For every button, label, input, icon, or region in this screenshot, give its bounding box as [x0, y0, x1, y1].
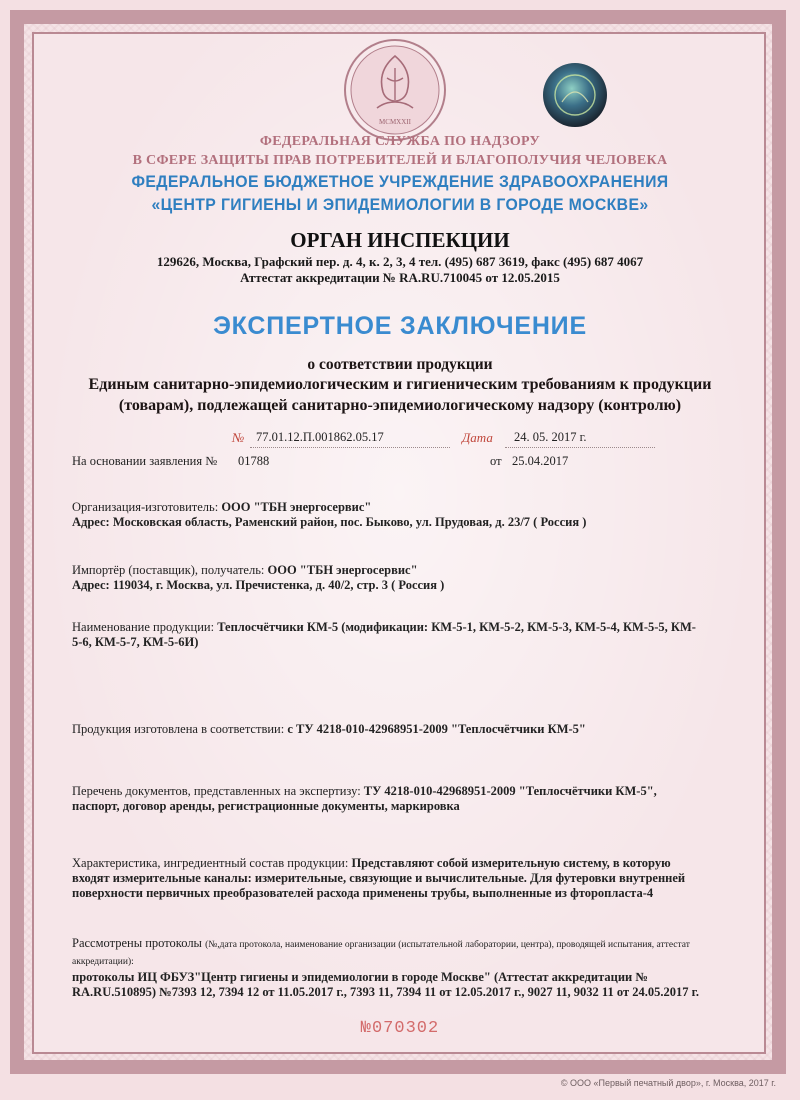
standard-block — [72, 722, 742, 737]
date-label: Дата — [462, 430, 493, 445]
conclusion-number: 77.01.12.П.001862.05.17 — [256, 430, 384, 444]
accreditation-line: Аттестат аккредитации № RA.RU.710045 от 12.05.2015 — [240, 270, 560, 285]
manufacturer-address: Адрес: Московская область, Раменский район, пос. Быково, ул. Прудовая, д. 23/7 ( Россия ) — [72, 515, 587, 529]
standard-label: Продукция изготовлена в соответствии: — [72, 722, 285, 736]
importer-label: Импортёр (поставщик), получатель: — [72, 563, 265, 577]
standard-value: с ТУ 4218-010-42968951-2009 "Теплосчётчики КМ-5" — [287, 722, 586, 736]
protocols-value-line2: RA.RU.510895) №7393 12, 7394 12 от 11.05.2017 г., 7393 11, 7394 11 от 12.05.2017 г., 9027 11, 9032 11 от 24.05.2017 г. — [72, 985, 699, 999]
seal-text: MCMXXII — [379, 118, 411, 126]
date-underline — [505, 447, 655, 448]
document-subtitle-line2: Единым санитарно-эпидемиологическим и гигиеническим требованиям к продукции — [88, 376, 712, 393]
conclusion-date: 24. 05. 2017 г. — [514, 430, 587, 444]
protocols-block — [72, 936, 752, 1000]
inspection-body-address: 129626, Москва, Графский пер. д. 4, к. 2, 3, 4 тел. (495) 687 3619, факс (495) 687 4067 — [156, 254, 644, 269]
printer-copyright: © ООО «Первый печатный двор», г. Москва, 2017 г. — [560, 1078, 776, 1088]
number-underline — [250, 447, 450, 448]
agency-name-line2: В СФЕРЕ ЗАЩИТЫ ПРАВ ПОТРЕБИТЕЛЕЙ И БЛАГОПОЛУЧИЯ ЧЕЛОВЕКА — [132, 153, 668, 168]
product-label: Наименование продукции: — [72, 620, 215, 634]
protocols-value-line1: протоколы ИЦ ФБУЗ"Центр гигиены и эпидемиологии в городе Москве" (Аттестат аккредитации № — [72, 970, 648, 984]
characteristics-value-line1: Представляют собой измерительную систему, в которую — [351, 856, 671, 870]
number-label: № — [232, 430, 245, 445]
institution-name-line2: «ЦЕНТР ГИГИЕНЫ И ЭПИДЕМИОЛОГИИ В ГОРОДЕ МОСКВЕ» — [151, 195, 649, 214]
inspection-body-heading: ОРГАН ИНСПЕКЦИИ — [290, 228, 510, 252]
importer-address: Адрес: 119034, г. Москва, ул. Пречистенка, д. 40/2, стр. 3 ( Россия ) — [72, 578, 445, 592]
product-name-line1: Теплосчётчики КМ-5 (модификации: КМ-5-1, КМ-5-2, КМ-5-3, КМ-5-4, КМ-5-5, КМ- — [217, 620, 696, 634]
application-date: 25.04.2017 — [512, 454, 569, 468]
manufacturer-label: Организация-изготовитель: — [72, 500, 219, 514]
characteristics-value-line2: входят измерительные каналы: измерительные, связующие и вычислительные. Для футеровки внутренней — [72, 871, 686, 885]
manufacturer-name: ООО "ТБН энергосервис" — [221, 500, 372, 514]
application-date-label: от — [490, 454, 502, 468]
manufacturer-block — [72, 500, 742, 530]
importer-name: ООО "ТБН энергосервис" — [267, 563, 418, 577]
characteristics-value-line3: поверхности первичных преобразователей расхода применены трубы, выполненные из фторопласта-4 — [72, 886, 654, 900]
documents-value-line1: ТУ 4218-010-42968951-2009 "Теплосчётчики КМ-5", — [363, 784, 657, 798]
document-title: ЭКСПЕРТНОЕ ЗАКЛЮЧЕНИЕ — [213, 312, 587, 340]
documents-label: Перечень документов, представленных на экспертизу: — [72, 784, 361, 798]
protocols-hint: (№,дата протокола, наименование организации (испытательной лаборатории, центра), проводящей испытания, аттестат аккредитации): — [72, 940, 690, 967]
institution-name-line1: ФЕДЕРАЛЬНОЕ БЮДЖЕТНОЕ УЧРЕЖДЕНИЕ ЗДРАВООХРАНЕНИЯ — [131, 172, 669, 191]
emblem-seal-icon — [343, 38, 447, 142]
documents-value-line2: паспорт, договор аренды, регистрационные документы, маркировка — [72, 799, 460, 813]
blank-serial-number: №070302 — [360, 1019, 440, 1038]
agency-name-line1: ФЕДЕРАЛЬНАЯ СЛУЖБА ПО НАДЗОРУ — [259, 134, 541, 149]
characteristics-block — [72, 856, 742, 901]
document-subtitle-line1: о соответствии продукции — [307, 356, 493, 373]
application-label: На основании заявления № — [72, 454, 218, 468]
product-block — [72, 620, 742, 650]
protocols-label: Рассмотрены протоколы — [72, 936, 202, 950]
documents-block — [72, 784, 742, 814]
application-number: 01788 — [238, 454, 270, 468]
hologram-sticker-icon — [542, 62, 608, 128]
importer-block — [72, 563, 742, 593]
document-subtitle-line3: (товарам), подлежащей санитарно-эпидемиологическому надзору (контролю) — [118, 397, 682, 414]
product-name-line2: 5-6, КМ-5-7, КМ-5-6И) — [72, 635, 199, 649]
characteristics-label: Характеристика, ингредиентный состав продукции: — [72, 856, 349, 870]
